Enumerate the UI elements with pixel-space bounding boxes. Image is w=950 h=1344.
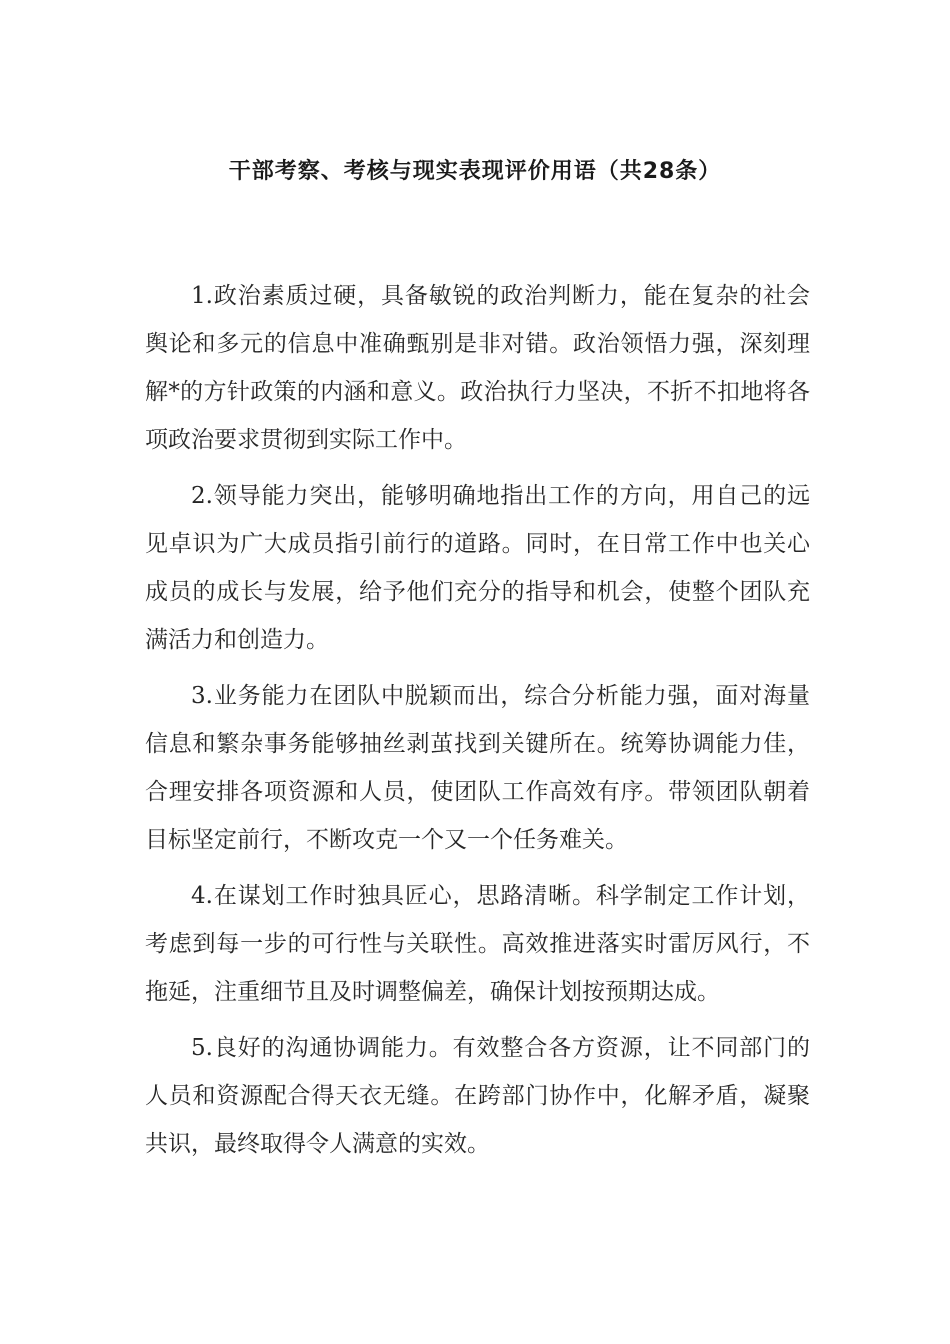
paragraph-5: 5.良好的沟通协调能力。有效整合各方资源，让不同部门的人员和资源配合得天衣无缝。在跨部门协作中，化解矛盾，凝聚共识，最终取得令人满意的实效。 (145, 1035, 810, 1157)
paragraph-2: 2.领导能力突出，能够明确地指出工作的方向，用自己的远见卓识为广大成员指引前行的道路。同时，在日常工作中也关心成员的成长与发展，给予他们充分的指导和机会，使整个团队充满活力和创造力。 (145, 483, 810, 653)
document-body (145, 272, 810, 1176)
paragraph-4: 4.在谋划工作时独具匠心，思路清晰。科学制定工作计划，考虑到每一步的可行性与关联性。高效推进落实时雷厉风行，不拖延，注重细节且及时调整偏差，确保计划按预期达成。 (145, 883, 810, 1005)
paragraph-3: 3.业务能力在团队中脱颖而出，综合分析能力强，面对海量信息和繁杂事务能够抽丝剥茧找到关键所在。统筹协调能力佳，合理安排各项资源和人员，使团队工作高效有序。带领团队朝着目标坚定前行，不断攻克一个又一个任务难关。 (145, 683, 810, 853)
paragraph-1: 1.政治素质过硬，具备敏锐的政治判断力，能在复杂的社会舆论和多元的信息中准确甄别是非对错。政治领悟力强，深刻理解*的方针政策的内涵和意义。政治执行力坚决，不折不扣地将各项政治要求贯彻到实际工作中。 (145, 283, 810, 453)
document-title: 干部考察、考核与现实表现评价用语（共28条） (228, 159, 722, 184)
